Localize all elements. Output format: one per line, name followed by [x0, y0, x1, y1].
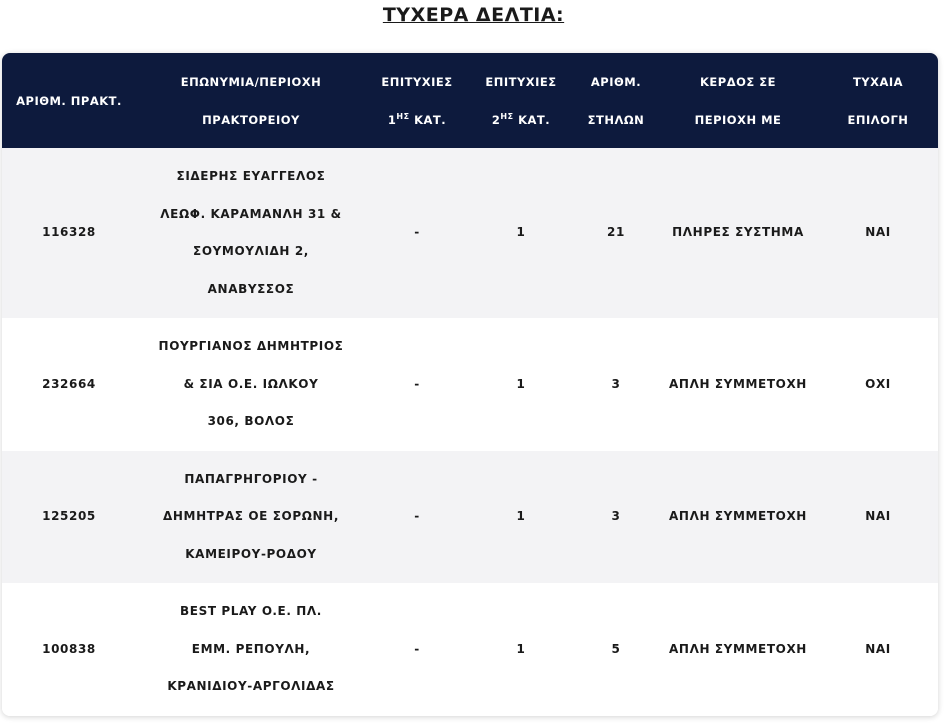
- table-row: [2, 318, 938, 451]
- cell-agency-number: 100838: [42, 641, 96, 656]
- cell-first-category: -: [414, 509, 420, 524]
- header-first-category: ΕΠΙΤΥΧΙΕΣ $1^{H\Sigma}$ ΚΑΤ.: [381, 74, 453, 127]
- cell-second-category: 1: [516, 641, 526, 656]
- results-table-card: [2, 53, 938, 716]
- table-body: [2, 148, 938, 716]
- header-agency-number: ΑΡΙΘΜ. ΠΡΑΚΤ.: [16, 93, 122, 108]
- cell-random-pick: ΝΑΙ: [865, 509, 891, 524]
- header-random-pick: ΤΥΧΑΙΑ ΕΠΙΛΟΓΗ: [847, 74, 909, 127]
- cell-win-type: ΑΠΛΗ ΣΥΜΜΕΤΟΧΗ: [669, 376, 807, 391]
- page-title: ΤΥΧΕΡΑ ΔΕΛΤΙΑ:: [382, 4, 565, 26]
- cell-random-pick: ΝΑΙ: [865, 641, 891, 656]
- header-row: [2, 53, 938, 148]
- table-row: [2, 583, 938, 716]
- cell-agency-name: ΠΟΥΡΓΙΑΝΟΣ ΔΗΜΗΤΡΙΟΣ & ΣΙΑ Ο.Ε. ΙΩΛΚΟΥ 306, ΒΟΛΟΣ: [158, 339, 344, 429]
- winning-tickets-table: [2, 53, 938, 716]
- table-header: [2, 53, 938, 148]
- cell-win-type: ΑΠΛΗ ΣΥΜΜΕΤΟΧΗ: [669, 509, 807, 524]
- cell-agency-name: ΠΑΠΑΓΡΗΓΟΡΙΟΥ - ΔΗΜΗΤΡΑΣ ΟΕ ΣΟΡΩΝΗ, ΚΑΜΕΙΡΟΥ-ΡΟΔΟΥ: [163, 471, 339, 561]
- header-second-category: ΕΠΙΤΥΧΙΕΣ $2^{H\Sigma}$ ΚΑΤ.: [485, 74, 557, 127]
- cell-agency-number: 116328: [42, 225, 96, 240]
- cell-columns-count: 5: [611, 641, 621, 656]
- table-row: [2, 451, 938, 583]
- cell-columns-count: 3: [611, 376, 621, 391]
- cell-agency-number: 232664: [42, 376, 96, 391]
- cell-first-category: -: [414, 376, 420, 391]
- header-agency-name: ΕΠΩΝΥΜΙΑ/ΠΕΡΙΟΧΗ ΠΡΑΚΤΟΡΕΙΟΥ: [180, 74, 322, 127]
- table-row: [2, 148, 938, 318]
- cell-random-pick: ΝΑΙ: [865, 225, 891, 240]
- header-win-type: ΚΕΡΔΟΣ ΣΕ ΠΕΡΙΟΧΗ ΜΕ: [694, 74, 782, 127]
- cell-agency-name: ΣΙΔΕΡΗΣ ΕΥΑΓΓΕΛΟΣ ΛΕΩΦ. ΚΑΡΑΜΑΝΛΗ 31 & ΣΟΥΜΟΥΛΙΔΗ 2, ΑΝΑΒΥΣΣΟΣ: [160, 169, 342, 296]
- cell-columns-count: 3: [611, 509, 621, 524]
- cell-random-pick: ΟΧΙ: [865, 376, 891, 391]
- cell-second-category: 1: [516, 225, 526, 240]
- cell-first-category: -: [414, 641, 420, 656]
- cell-agency-number: 125205: [42, 509, 96, 524]
- cell-columns-count: 21: [607, 225, 625, 240]
- cell-win-type: ΠΛΗΡΕΣ ΣΥΣΤΗΜΑ: [672, 225, 804, 240]
- cell-second-category: 1: [516, 509, 526, 524]
- header-columns-count: ΑΡΙΘΜ. ΣΤΗΛΩΝ: [587, 74, 645, 127]
- cell-first-category: -: [414, 225, 420, 240]
- cell-win-type: ΑΠΛΗ ΣΥΜΜΕΤΟΧΗ: [669, 641, 807, 656]
- cell-agency-name: BEST PLAY O.E. ΠΛ. ΕΜΜ. ΡΕΠΟΥΛΗ, ΚΡΑΝΙΔΙΟΥ-ΑΡΓΟΛΙΔΑΣ: [167, 604, 335, 694]
- cell-second-category: 1: [516, 376, 526, 391]
